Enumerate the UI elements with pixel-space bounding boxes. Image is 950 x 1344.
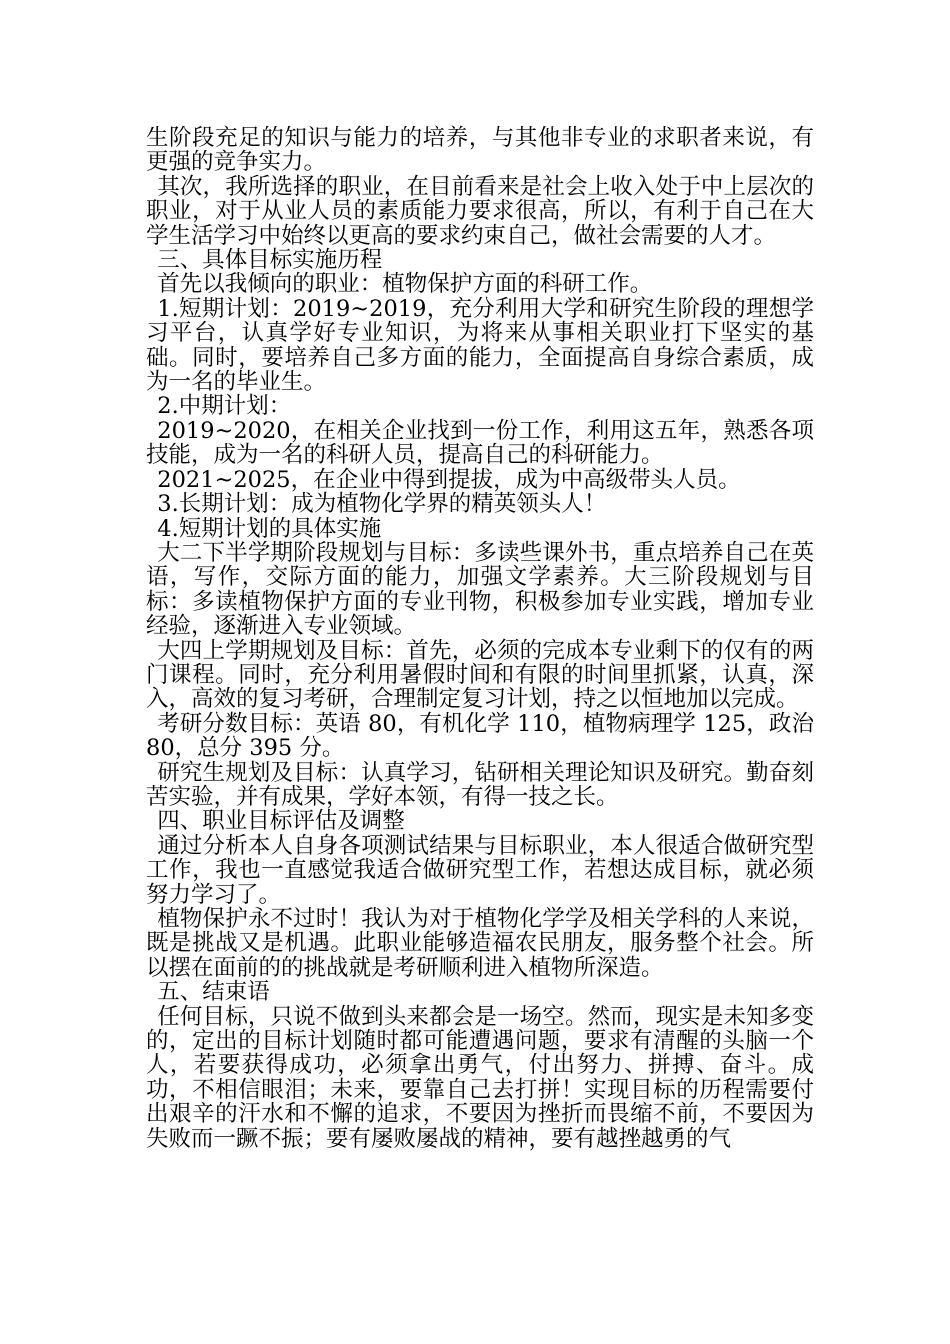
document-body — [146, 126, 814, 1151]
paragraph-plant-protection: 植物保护永不过时！我认为对于植物化学学及相关学科的人来说，既是挑战又是机遇。此职业能够造福农民朋友，服务整个社会。所以摆在面前的的挑战就是考研顺利进入植物所深造。 — [146, 906, 814, 981]
paragraph-evaluation: 通过分析本人自身各项测试结果与目标职业，本人很适合做研究型工作，我也一直感觉我适合做研究型工作，若想达成目标，就必须努力学习了。 — [146, 832, 814, 908]
paragraph-senior-plan: 大四上学期规划及目标：首先，必须的完成本专业剩下的仅有的两门课程。同时，充分利用暑假时间和有限的时间里抓紧，认真，深入，高效的复习考研，合理制定复习计划，持之以恒地加以完成。 — [146, 637, 814, 713]
paragraph-long-term-plan: 3.长期计划：成为植物化学界的精英领头人！ — [157, 491, 607, 518]
paragraph-sophomore-junior-plan: 大二下半学期阶段规划与目标：多读些课外书，重点培养自己在英语，写作，交际方面的能力，加强文学素养。大三阶段规划与目标：多读植物保护方面的专业刊物，积极参加专业实践，增加专业经验，逐渐进入专业领域。 — [146, 539, 814, 640]
section-heading-3: 三、具体目标实施历程 — [157, 247, 383, 274]
paragraph-mid-term-2021: 2021~2025，在企业中得到提拔，成为中高级带头人员。 — [157, 466, 741, 493]
paragraph-exam-score-goals: 考研分数目标：英语 80，有机化学 110，植物病理学 125，政治 80，总分 395 分。 — [146, 710, 814, 762]
paragraph-mid-term-heading: 2.中期计划： — [157, 393, 292, 420]
paragraph-continuation: 生阶段充足的知识与能力的培养，与其他非专业的求职者来说，有更强的竞争实力。 — [146, 125, 814, 176]
paragraph-short-term-plan: 1.短期计划：2019~2019，充分利用大学和研究生阶段的理想学习平台，认真学好专业知识，为将来从事相关职业打下坚实的基础。同时，要培养自己多方面的能力，全面提高自身综合素质，成为一名的毕业生。 — [146, 295, 814, 396]
paragraph-preferred-career: 首先以我倾向的职业：植物保护方面的科研工作。 — [157, 271, 653, 298]
paragraph-mid-term-2019: 2019~2020，在相关企业找到一份工作，利用这五年，熟悉各项技能，成为一名的科研人员，提高自己的科研能力。 — [146, 417, 814, 469]
section-heading-4: 四、职业目标评估及调整 — [157, 808, 405, 835]
paragraph-career-choice: 其次，我所选择的职业，在目前看来是社会上收入处于中上层次的职业，对于从业人员的素质能力要求很高，所以，有利于自己在大学生活学习中始终以更高的要求约束自己，做社会需要的人才。 — [146, 173, 814, 249]
paragraph-graduate-plan: 研究生规划及目标：认真学习，钻研相关理论知识及研究。勤奋刻苦实验，并有成果，学好本领，有得一技之长。 — [146, 759, 814, 810]
paragraph-short-term-implementation: 4.短期计划的具体实施 — [157, 515, 382, 542]
paragraph-conclusion: 任何目标，只说不做到头来都会是一场空。然而，现实是未知多变的，定出的目标计划随时都可能遭遇问题，要求有清醒的头脑一个人，若要获得成功，必须拿出勇气，付出努力、拼搏、奋斗。成功，不相信眼泪；未来，要靠自己去打拼！实现目标的历程需要付出艰辛的汗水和不懈的追求，不要因为挫折而畏缩不前，不要因为失败而一蹶不振；要有屡败屡战的精神，要有越挫越勇的气 — [146, 1003, 814, 1152]
section-heading-5: 五、结束语 — [157, 979, 270, 1006]
